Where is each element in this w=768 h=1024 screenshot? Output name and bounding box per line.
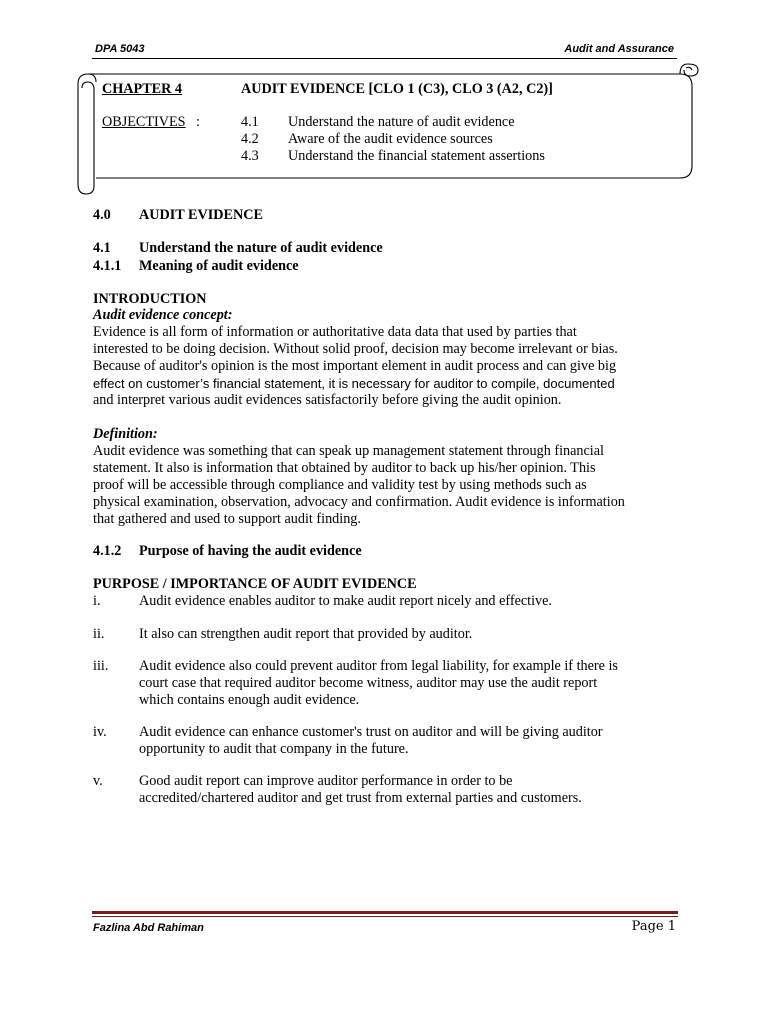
concept-line: Evidence is all form of information or authoritative data data that used by parties that (93, 324, 577, 340)
objectives-colon: : (196, 114, 200, 130)
objective-num: 4.2 (241, 131, 259, 147)
purpose-item-line: Audit evidence can enhance customer's trust on auditor and will be giving auditor (139, 724, 603, 740)
concept-heading: Audit evidence concept: (93, 307, 233, 323)
footer-rule-thin (92, 916, 678, 917)
purpose-item-line: opportunity to audit that company in the future. (139, 741, 409, 757)
section-number: 4.1.2 (93, 543, 122, 559)
section-title: Purpose of having the audit evidence (139, 543, 362, 559)
introduction-heading: INTRODUCTION (93, 291, 207, 307)
purpose-item-line: which contains enough audit evidence. (139, 692, 360, 708)
definition-line: proof will be accessible through compliance and validity test by using methods such as (93, 477, 587, 493)
purpose-item-number: iii. (93, 658, 109, 674)
definition-line: statement. It also is information that obtained by auditor to back up his/her opinion. This (93, 460, 596, 476)
section-number: 4.0 (93, 207, 111, 223)
definition-line: physical examination, observation, advocacy and confirmation. Audit evidence is information (93, 494, 625, 510)
purpose-item-number: v. (93, 773, 103, 789)
section-number: 4.1.1 (93, 258, 122, 274)
definition-line: Audit evidence was something that can speak up management statement through financial (93, 443, 604, 459)
purpose-item-line: It also can strengthen audit report that provided by auditor. (139, 626, 473, 642)
purpose-item-line: court case that required auditor become witness, auditor may use the audit report (139, 675, 598, 691)
objective-text: Aware of the audit evidence sources (288, 131, 493, 147)
chapter-label: CHAPTER 4 (102, 81, 183, 97)
section-number: 4.1 (93, 240, 111, 256)
objective-text: Understand the nature of audit evidence (288, 114, 515, 130)
concept-line: interested to be doing decision. Without solid proof, decision may become irrelevant or bias. (93, 341, 618, 357)
footer-page-number: Page 1 (631, 919, 676, 934)
footer-rule-thick (92, 911, 678, 914)
header-rule (92, 58, 677, 59)
objective-num: 4.3 (241, 148, 259, 164)
purpose-item-line: Good audit report can improve auditor performance in order to be (139, 773, 513, 789)
section-title: Meaning of audit evidence (139, 258, 299, 274)
purpose-item-number: iv. (93, 724, 107, 740)
objectives-label: OBJECTIVES (102, 114, 186, 130)
header-course-code: DPA 5043 (95, 43, 145, 55)
purpose-item-line: Audit evidence enables auditor to make audit report nicely and effective. (139, 593, 552, 609)
concept-line: effect on customer’s financial statement, it is necessary for auditor to compile, documented (93, 376, 615, 391)
objective-text: Understand the financial statement assertions (288, 148, 545, 164)
concept-line: Because of auditor's opinion is the most important element in audit process and can give big (93, 358, 617, 374)
purpose-heading: PURPOSE / IMPORTANCE OF AUDIT EVIDENCE (93, 576, 417, 592)
definition-line: that gathered and used to support audit finding. (93, 511, 361, 527)
objective-num: 4.1 (241, 114, 259, 130)
purpose-item-line: accredited/chartered auditor and get trust from external parties and customers. (139, 790, 582, 806)
concept-line: and interpret various audit evidences satisfactorily before giving the audit opinion. (93, 392, 562, 408)
chapter-title: AUDIT EVIDENCE [CLO 1 (C3), CLO 3 (A2, C2)] (241, 81, 553, 97)
definition-heading: Definition: (93, 426, 158, 442)
purpose-item-line: Audit evidence also could prevent auditor from legal liability, for example if there is (139, 658, 618, 674)
footer-author: Fazlina Abd Rahiman (93, 922, 204, 934)
section-title: AUDIT EVIDENCE (139, 207, 263, 223)
header-course-title: Audit and Assurance (564, 43, 674, 55)
purpose-item-number: i. (93, 593, 101, 609)
purpose-item-number: ii. (93, 626, 105, 642)
section-title: Understand the nature of audit evidence (139, 240, 383, 256)
